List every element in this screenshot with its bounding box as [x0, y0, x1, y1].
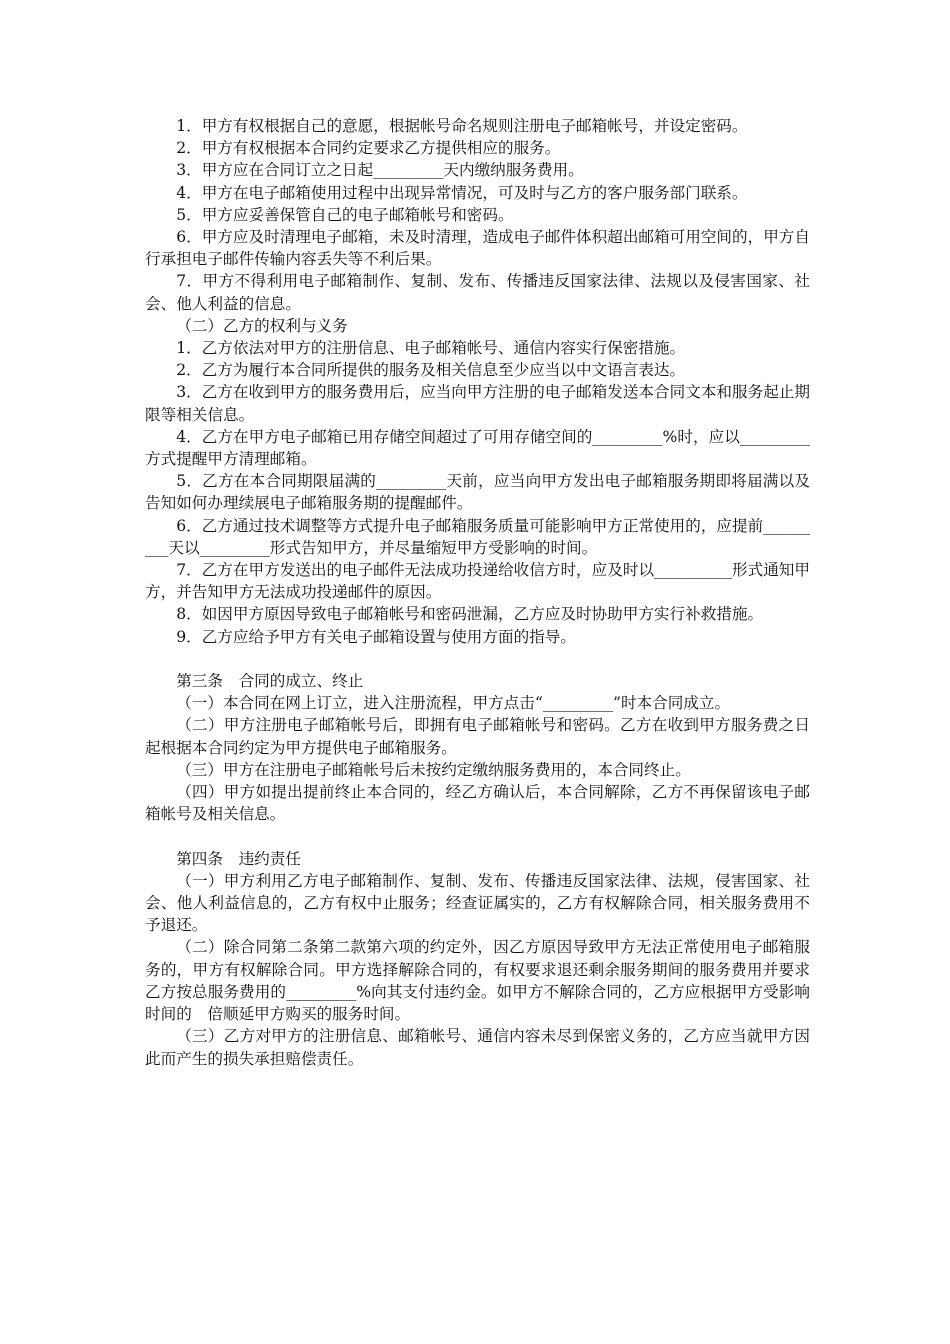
article-3-clause-4: （四）甲方如提出提前终止本合同的，经乙方确认后，本合同解除，乙方不再保留该电子邮箱帐号及相关信息。	[145, 783, 810, 824]
clause-b-3: 3．乙方在收到甲方的服务费用后，应当向甲方注册的电子邮箱发送本合同文本和服务起止期限等相关信息。	[145, 383, 810, 424]
contract-document	[145, 115, 810, 1070]
clause-a-7: 7．甲方不得利用电子邮箱制作、复制、发布、传播违反国家法律、法规以及侵害国家、社会、他人利益的信息。	[145, 272, 810, 313]
clause-a-4: 4．甲方在电子邮箱使用过程中出现异常情况，可及时与乙方的客户服务部门联系。	[176, 183, 748, 202]
clause-a-6: 6．甲方应及时清理电子邮箱，未及时清理，造成电子邮件体积超出邮箱可用空间的，甲方自行承担电子邮件传输内容丢失等不利后果。	[145, 228, 810, 269]
article-4-clause-1: （一）甲方利用乙方电子邮箱制作、复制、发布、传播违反国家法律、法规，侵害国家、社会、他人利益信息的，乙方有权中止服务；经查证属实的，乙方有权解除合同，相关服务费用不予退还。	[145, 871, 810, 935]
party-b-heading: （二）乙方的权利与义务	[176, 316, 348, 335]
clause-b-4: 4．乙方在甲方电子邮箱已用存储空间超过了可用存储空间的_________%时，应以_________方式提醒甲方清理邮箱。	[145, 427, 810, 469]
clause-a-5: 5．甲方应妥善保管自己的电子邮箱帐号和密码。	[176, 205, 514, 224]
clause-b-5: 5．乙方在本合同期限届满的_________天前，应当向甲方发出电子邮箱服务期即将届满以及告知如何办理续展电子邮箱服务期的提醒邮件。	[145, 472, 810, 513]
clause-b-7: 7．乙方在甲方发送出的电子邮件无法成功投递给收信方时，应及时以__________形式通知甲方，并告知甲方无法成功投递邮件的原因。	[145, 561, 810, 602]
clause-b-2: 2．乙方为履行本合同所提供的服务及相关信息至少应当以中文语言表达。	[176, 361, 686, 380]
article-3-heading: 第三条 合同的成立、终止	[176, 672, 364, 691]
article-3-clause-2: （二）甲方注册电子邮箱帐号后，即拥有电子邮箱帐号和密码。乙方在收到甲方服务费之日起根据本合同约定为甲方提供电子邮箱服务。	[145, 716, 810, 757]
section-spacer	[145, 825, 810, 847]
section-spacer	[145, 648, 810, 670]
article-3-clause-1: （一）本合同在网上订立，进入注册流程，甲方点击“_________”时本合同成立。	[176, 694, 731, 713]
clause-b-8: 8．如因甲方原因导致电子邮箱帐号和密码泄漏，乙方应及时协助甲方实行补救措施。	[176, 605, 764, 624]
article-3-clause-3: （三）甲方在注册电子邮箱帐号后未按约定缴纳服务费用的，本合同终止。	[176, 760, 691, 779]
clause-b-1: 1．乙方依法对甲方的注册信息、电子邮箱帐号、通信内容实行保密措施。	[176, 339, 686, 358]
clause-a-2: 2．甲方有权根据本合同约定要求乙方提供相应的服务。	[176, 139, 561, 158]
clause-b-6: 6．乙方通过技术调整等方式提升电子邮箱服务质量可能影响甲方正常使用的，应提前_________天以_________形式告知甲方，并尽量缩短甲方受影响的时间。	[145, 516, 810, 557]
clause-b-9: 9．乙方应给予甲方有关电子邮箱设置与使用方面的指导。	[176, 627, 576, 646]
article-4-heading: 第四条 违约责任	[176, 849, 301, 868]
clause-a-3: 3．甲方应在合同订立之日起_________天内缴纳服务费用。	[176, 161, 584, 180]
article-4-clause-2: （二）除合同第二条第二款第六项的约定外，因乙方原因导致甲方无法正常使用电子邮箱服务的，甲方有权解除合同。甲方选择解除合同的，有权要求退还剩余服务期间的服务费用并要求乙方按总服务费用的_________%向其支付违约金。如甲方不解除合同的，乙方应根据甲方受影响时间的 倍顺延甲方购买的服务时间。	[145, 938, 810, 1024]
clause-a-1: 1．甲方有权根据自己的意愿，根据帐号命名规则注册电子邮箱帐号，并设定密码。	[176, 117, 748, 135]
article-4-clause-3: （三）乙方对甲方的注册信息、邮箱帐号、通信内容未尽到保密义务的，乙方应当就甲方因此而产生的损失承担赔偿责任。	[145, 1027, 810, 1068]
